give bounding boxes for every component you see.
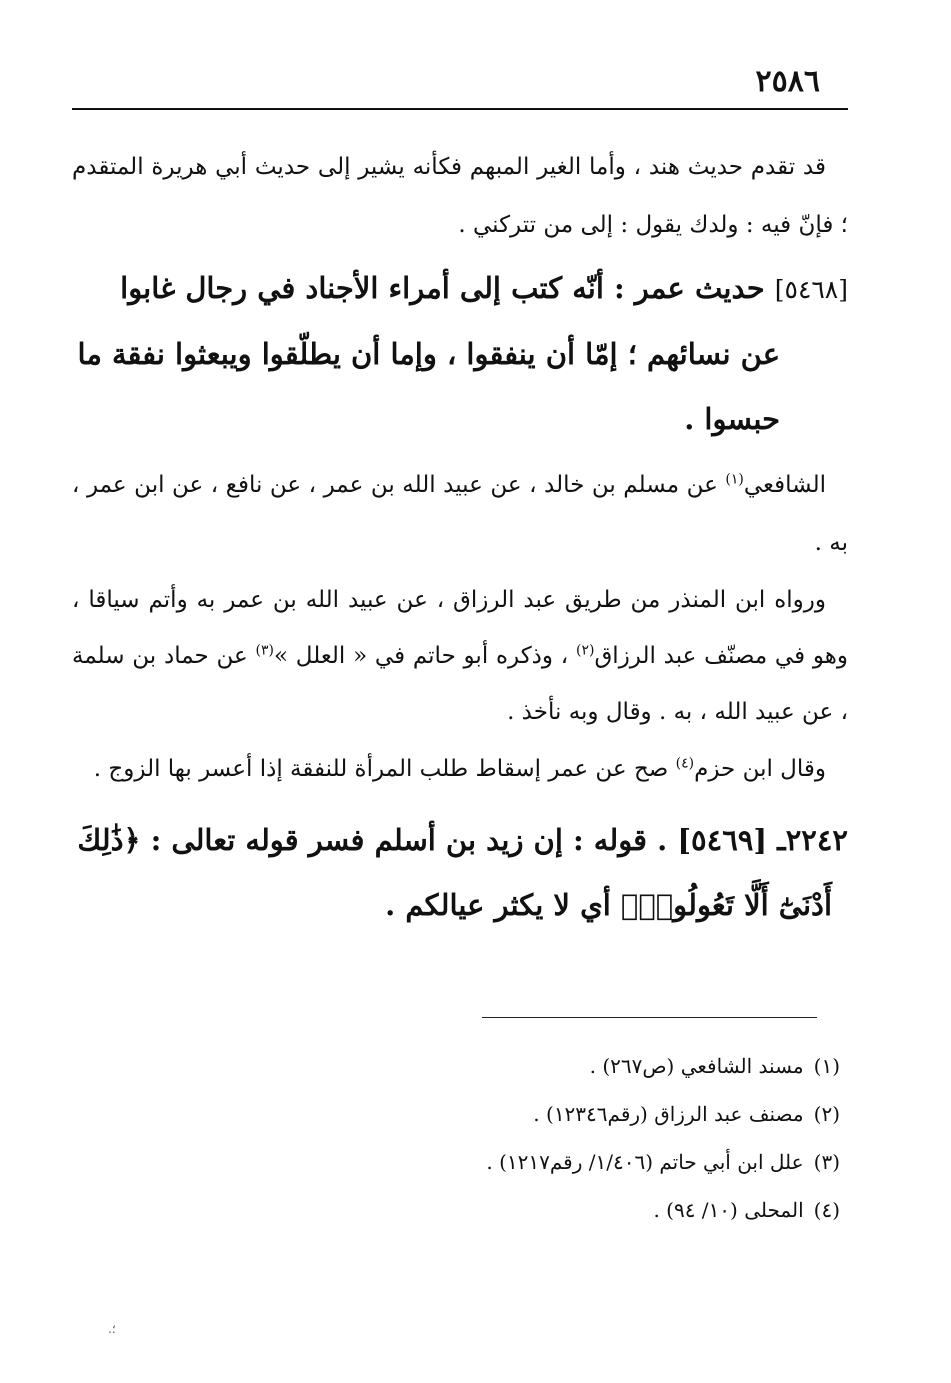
hadith-2242-line-1: ٢٢٤٢ـ [٥٤٦٩] . قوله : إن زيد بن أسلم فسر قوله تعالى : ﴿ذَٰلِكَ	[77, 823, 848, 857]
footnote-text-1: مسند الشافعي (ص٢٦٧) .	[589, 1054, 804, 1078]
hadith-5468	[72, 256, 848, 452]
shafii-text-a: الشافعي	[743, 472, 826, 498]
scan-mark: ؛.	[108, 1322, 116, 1336]
footnote-ref-3[interactable]: (٣)	[255, 642, 274, 659]
footnote-separator	[482, 1017, 817, 1018]
ibn-mundhir-paragraph	[72, 572, 848, 740]
intro-paragraph: قد تقدم حديث هند ، وأما الغير المبهم فكأنه يشير إلى حديث أبي هريرة المتقدم ؛ فإنّ فيه : ولدك يقول : إلى من تتركني .	[72, 154, 848, 238]
shafii-text-b: عن مسلم بن خالد ، عن عبيد الله بن عمر ، عن نافع ، عن ابن عمر ، به .	[72, 472, 848, 556]
page-header	[72, 64, 848, 110]
page-number: ٢٥٨٦	[755, 64, 820, 99]
footnote-mark-4: (٤)	[813, 1198, 840, 1222]
footnote-ref-1[interactable]: (١)	[725, 471, 744, 488]
ibn-mundhir-text-a: ورواه ابن المنذر من طريق عبد الرزاق ، عن عبيد الله بن عمر به وأتم سياقا ، وهو في مصنّف عبد الرزاق	[72, 587, 848, 669]
footnote-text-3: علل ابن أبي حاتم (١/٤٠٦/ رقم١٢١٧) .	[486, 1150, 804, 1174]
ibn-hazm-text-a: وقال ابن حزم	[694, 756, 826, 782]
footnote-2	[72, 1090, 848, 1138]
footnote-ref-2[interactable]: (٢)	[575, 642, 595, 659]
ibn-mundhir-text-c: عن حماد بن سلمة ، عن عبيد الله ، به . وقال وبه نأخذ .	[72, 643, 848, 725]
footnote-4	[72, 1186, 848, 1234]
footnote-mark-2: (٢)	[813, 1102, 840, 1126]
footnote-1	[72, 1042, 848, 1090]
shafii-paragraph	[72, 456, 848, 572]
footnote-text-4: المحلى (١٠/ ٩٤) .	[653, 1198, 804, 1222]
footnote-3	[72, 1138, 848, 1186]
footnote-mark-1: (١)	[813, 1054, 840, 1078]
footnotes	[72, 1042, 848, 1234]
ibn-mundhir-text-b: ، وذكره أبو حاتم في « العلل »	[273, 643, 569, 669]
ibn-hazm-text-b: صح عن عمر إسقاط طلب المرأة للنفقة إذا أعسر بها الزوج .	[93, 756, 669, 782]
ibn-hazm-paragraph	[72, 740, 848, 798]
hadith-5468-line-2: عن نسائهم ؛ إمّا أن ينفقوا ، وإما أن يطلّقوا ويبعثوا نفقة ما	[77, 337, 780, 371]
hadith-5468-line-3: حبسوا .	[684, 402, 780, 436]
footnote-text-2: مصنف عبد الرزاق (رقم١٢٣٤٦) .	[533, 1102, 804, 1126]
hadith-2242	[72, 808, 848, 938]
hadith-5468-number: [٥٤٦٨]	[774, 275, 848, 304]
hadith-5468-text-1: حديث عمر : أنّه كتب إلى أمراء الأجناد في رجال غابوا	[120, 271, 765, 305]
hadith-2242-line-2: أَدْنَىٰٓ أَلَّا تَعُولُوا۟﴾ أي لا يكثر عيالكم .	[385, 888, 832, 922]
header-rule	[72, 108, 848, 110]
hadith-5468-line-1	[72, 256, 848, 322]
footnote-ref-4[interactable]: (٤)	[675, 755, 695, 772]
footnote-mark-3: (٣)	[813, 1150, 840, 1174]
page-body	[72, 138, 848, 938]
